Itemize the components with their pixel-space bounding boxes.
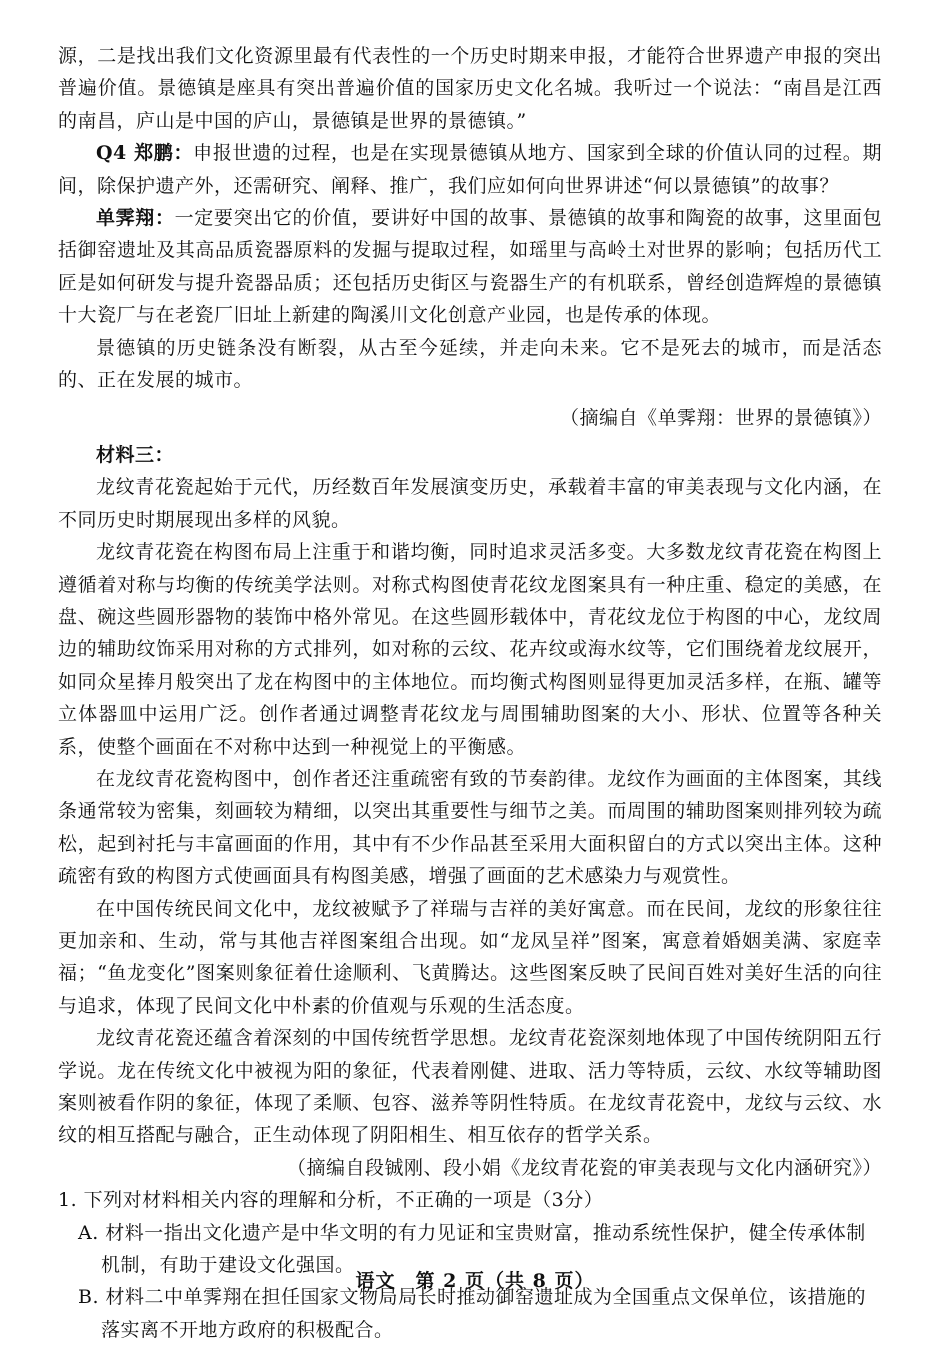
question-1-option-b: B. 材料二中单霁翔在担任国家文物局局长时推动御窑遗址成为全国重点文保单位，该措施的落实离不开地方政府的积极配合。 — [78, 1286, 867, 1341]
page-footer: 语文 第 2 页（共 8 页） — [355, 1270, 595, 1292]
material-3-paragraph-5: 龙纹青花瓷还蕴含着深刻的中国传统哲学思想。龙纹青花瓷深刻地体现了中国传统阴阳五行学说。龙在传统文化中被视为阳的象征，代表着刚健、进取、活力等特质，云纹、水纹等辅助图案则被看作阴的象征，体现了柔顺、包容、滋养等阴性特质。在龙纹青花瓷中，龙纹与云纹、水纹的相互搭配与融合，正生动体现了阴阳相生、相互依存的哲学关系。 — [58, 1027, 882, 1147]
answer-text: 一定要突出它的价值，要讲好中国的故事、景德镇的故事和陶瓷的故事，这里面包括御窑遗址及其高品质瓷器原料的发掘与提取过程，如瑶里与高岭土对世界的影响；包括历代工匠是如何研发与提升瓷器品质；还包括历史街区与瓷器生产的有机联系，曾经创造辉煌的景德镇十大瓷厂与在老瓷厂旧址上新建的陶溪川文化创意产业园，也是传承的体现。 — [58, 207, 882, 327]
material-3-paragraph-2: 龙纹青花瓷在构图布局上注重于和谐均衡，同时追求灵活多变。大多数龙纹青花瓷在构图上遵循着对称与均衡的传统美学法则。对称式构图使青花纹龙图案具有一种庄重、稳定的美感，在盘、碗这些圆形器物的装饰中格外常见。在这些圆形载体中，青花纹龙位于构图的中心，龙纹周边的辅助纹饰采用对称的方式排列，如对称的云纹、花卉纹或海水纹等，它们围绕着龙纹展开，如同众星捧月般突出了龙在构图中的主体地位。而均衡式构图则显得更加灵活多样，在瓶、罐等立体器皿中运用广泛。创作者通过调整青花纹龙与周围辅助图案的大小、形状、位置等各种关系，使整个画面在不对称中达到一种视觉上的平衡感。 — [58, 541, 882, 758]
paragraph-history: 景德镇的历史链条没有断裂，从古至今延续，并走向未来。它不是死去的城市，而是活态的、正在发展的城市。 — [58, 336, 882, 392]
question-1-option-a: A. 材料一指出文化遗产是中华文明的有力见证和宝贵财富，推动系统性保护，健全传承体制机制，有助于建设文化强国。 — [78, 1221, 866, 1277]
answer-speaker: 单霁翔： — [96, 207, 175, 230]
material-3-paragraph-3: 在龙纹青花瓷构图中，创作者还注重疏密有致的节奏韵律。龙纹作为画面的主体图案，其线条通常较为密集，刻画较为精细，以突出其重要性与细节之美。而周围的辅助图案则排列较为疏松，起到衬托与丰富画面的作用，其中有不少作品甚至采用大面积留白的方式以突出主体。这种疏密有致的构图方式使画面具有构图美感，增强了画面的艺术感染力与观赏性。 — [58, 767, 882, 888]
source-citation-2: （摘编自《单霁翔：世界的景德镇》） — [559, 407, 882, 430]
interview-answer — [58, 202, 882, 332]
source-citation-3: （摘编自段铖刚、段小娟《龙纹青花瓷的审美表现与文化内涵研究》） — [286, 1156, 882, 1179]
q4-text: 申报世遗的过程，也是在实现景德镇从地方、国家到全球的价值认同的过程。期间，除保护遗产外，还需研究、阐释、推广，我们应如何向世界讲述“何以景德镇”的故事？ — [58, 142, 882, 197]
material-3-paragraph-1: 龙纹青花瓷起始于元代，历经数百年发展演变历史，承载着丰富的审美表现与文化内涵，在不同历史时期展现出多样的风貌。 — [58, 476, 882, 531]
q4-speaker: Q4 郑鹏： — [96, 142, 194, 165]
question-1-stem: 1. 下列对材料相关内容的理解和分析，不正确的一项是（3分） — [58, 1189, 604, 1212]
material-3-paragraph-4: 在中国传统民间文化中，龙纹被赋予了祥瑞与吉祥的美好寓意。而在民间，龙纹的形象往往更加亲和、生动，常与其他吉祥图案组合出现。如“龙凤呈祥”图案，寓意着婚姻美满、家庭幸福；“鱼龙变化”图案则象征着仕途顺利、飞黄腾达。这些图案反映了民间百姓对美好生活的向往与追求，体现了民间文化中朴素的价值观与乐观的生活态度。 — [58, 897, 882, 1017]
material-3-heading: 材料三： — [96, 443, 175, 466]
interview-question-q4 — [58, 137, 882, 202]
paragraph-continued: 源，二是找出我们文化资源里最有代表性的一个历史时期来申报，才能符合世界遗产申报的突出普遍价值。景德镇是座具有突出普遍价值的国家历史文化名城。我听过一个说法：“南昌是江西的南昌，庐山是中国的庐山，景德镇是世界的景德镇。” — [58, 45, 882, 132]
